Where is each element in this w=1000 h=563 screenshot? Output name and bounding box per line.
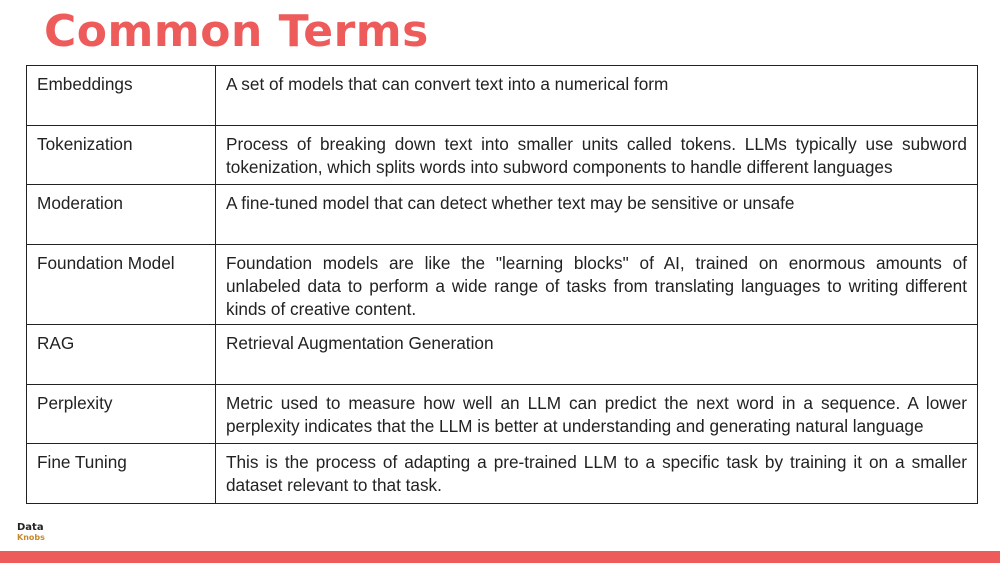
term-cell: Moderation [27, 185, 216, 245]
page-title: Common Terms [44, 6, 429, 57]
term-cell: Perplexity [27, 384, 216, 444]
table-row [27, 444, 978, 504]
table-row [27, 66, 978, 126]
term-cell: Fine Tuning [27, 444, 216, 504]
footer-accent-bar [0, 551, 1000, 563]
term-cell: Embeddings [27, 66, 216, 126]
brand-logo [17, 522, 51, 544]
definition-cell: A fine-tuned model that can detect whether text may be sensitive or unsafe [216, 185, 978, 245]
terms-table [26, 65, 978, 504]
term-cell: RAG [27, 325, 216, 385]
definition-cell: Foundation models are like the "learning blocks" of AI, trained on enormous amounts of unlabeled data to perform a wide range of tasks from translating languages to writing different kinds of creative content. [216, 245, 978, 325]
table-row [27, 325, 978, 385]
logo-line-knobs: Knobs [17, 533, 45, 542]
definition-cell: This is the process of adapting a pre-trained LLM to a specific task by training it on a smaller dataset relevant to that task. [216, 444, 978, 504]
definition-cell: Metric used to measure how well an LLM can predict the next word in a sequence. A lower perplexity indicates that the LLM is better at understanding and generating natural language [216, 384, 978, 444]
definition-cell: Retrieval Augmentation Generation [216, 325, 978, 385]
table-row [27, 185, 978, 245]
definition-cell: Process of breaking down text into smaller units called tokens. LLMs typically use subword tokenization, which splits words into subword components to handle different languages [216, 125, 978, 185]
logo-line-data: Data [17, 522, 44, 533]
term-cell: Foundation Model [27, 245, 216, 325]
definition-cell: A set of models that can convert text into a numerical form [216, 66, 978, 126]
term-cell: Tokenization [27, 125, 216, 185]
table-row [27, 245, 978, 325]
table-row [27, 125, 978, 185]
table-row [27, 384, 978, 444]
